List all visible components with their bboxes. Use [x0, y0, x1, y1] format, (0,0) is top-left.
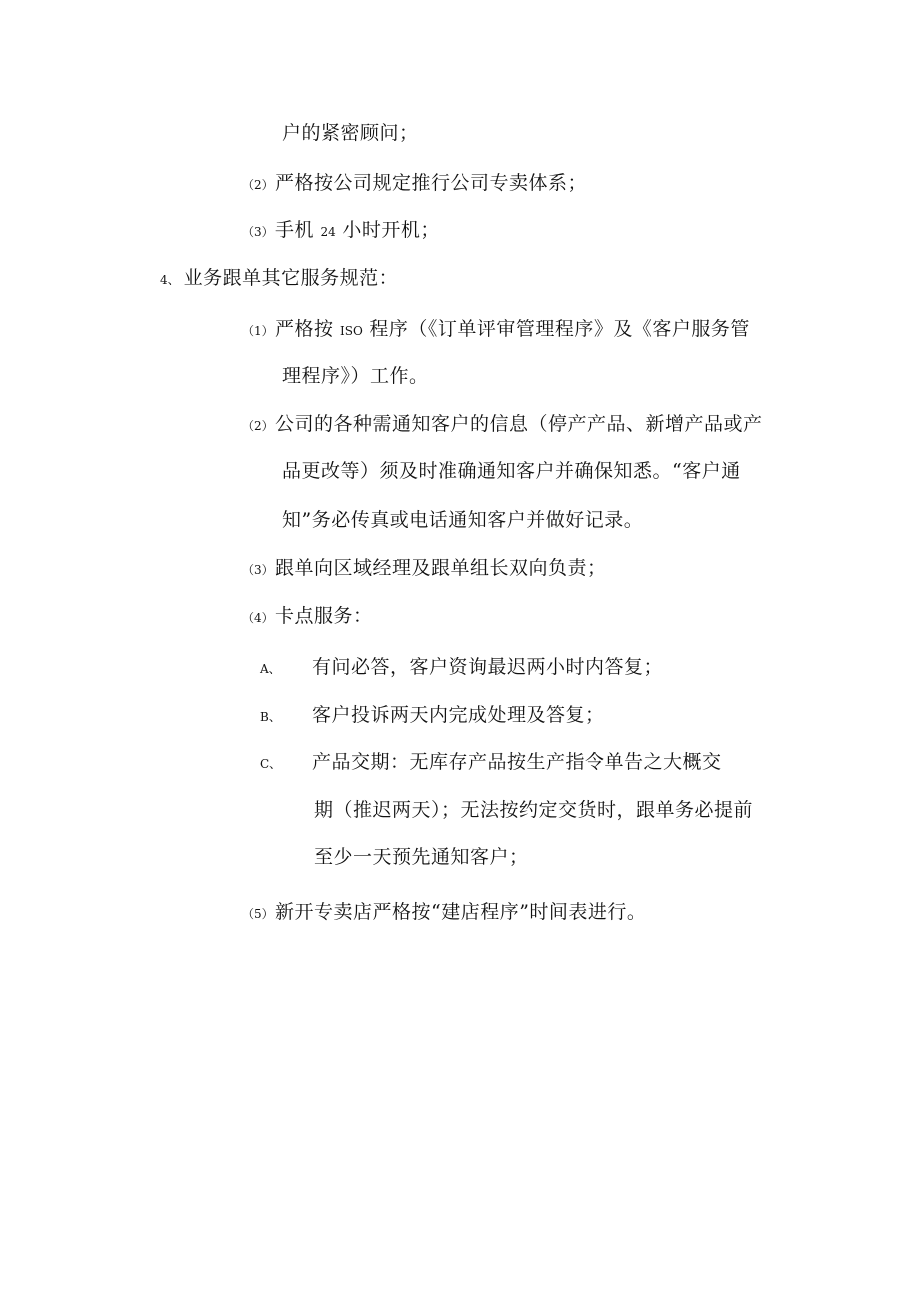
sub-item-letter: C、 — [260, 757, 282, 771]
text-line-continuation — [282, 459, 741, 483]
item-number: （3） — [242, 563, 274, 577]
list-item-2 — [242, 412, 763, 438]
sub-item-b — [260, 703, 605, 729]
item-number: （4） — [242, 611, 274, 625]
line-text: 有问必答，客户资询最迟两小时内答复； — [312, 656, 664, 678]
item-number: （5） — [242, 907, 274, 921]
line-text: 程序（《订单评审管理程序》及《客户服务管 — [362, 318, 750, 340]
line-text: 卡点服务： — [275, 605, 373, 627]
list-item-5 — [242, 900, 646, 926]
sub-item-letter: B、 — [260, 710, 281, 724]
item-number: （2） — [242, 419, 274, 433]
line-text: 客户投诉两天内完成处理及答复； — [312, 704, 605, 726]
line-text: 至少一天预先通知客户； — [314, 846, 529, 868]
line-text: 严格按 — [275, 318, 341, 340]
line-text: 小时开机； — [335, 219, 440, 241]
line-text: 严格按公司规定推行公司专卖体系； — [275, 172, 588, 194]
line-text: 新开专卖店严格按“建店程序”时间表进行。 — [275, 901, 647, 923]
section-title: 业务跟单其它服务规范： — [183, 267, 399, 289]
text-line-continuation — [282, 121, 419, 145]
text-line-continuation — [314, 845, 529, 869]
item-number: （2） — [242, 178, 274, 192]
line-text: 跟单向区域经理及跟单组长双向负责； — [275, 557, 607, 579]
line-text: 手机 — [275, 219, 321, 241]
line-number-text: 24 — [320, 225, 336, 239]
text-line-continuation — [282, 508, 643, 532]
line-text: 知”务必传真或电话通知客户并做好记录。 — [282, 509, 644, 531]
list-item-1 — [242, 317, 750, 343]
section-number: 4、 — [160, 273, 180, 287]
sub-item-letter: A、 — [260, 662, 281, 676]
text-line-continuation — [282, 364, 429, 388]
line-text: 户的紧密顾问； — [282, 122, 419, 144]
list-item-3 — [242, 218, 440, 244]
line-text: 公司的各种需通知客户的信息（停产产品、新增产品或产 — [275, 413, 763, 435]
line-number-text: ISO — [340, 324, 363, 338]
item-number: （1） — [242, 324, 274, 338]
line-text: 期（推迟两天）；无法按约定交货时，跟单务必提前 — [314, 799, 754, 821]
list-item-2 — [242, 171, 587, 197]
item-number: （3） — [242, 225, 274, 239]
list-item-4 — [242, 604, 373, 630]
text-line-continuation — [314, 798, 753, 822]
line-text: 产品交期：无库存产品按生产指令单告之大概交 — [312, 751, 722, 773]
section-heading-4 — [160, 266, 398, 292]
list-item-3 — [242, 556, 607, 582]
sub-item-c — [260, 750, 722, 776]
sub-item-a — [260, 655, 663, 681]
line-text: 品更改等）须及时准确通知客户并确保知悉。“客户通 — [282, 460, 741, 482]
line-text: 理程序》）工作。 — [282, 365, 429, 387]
